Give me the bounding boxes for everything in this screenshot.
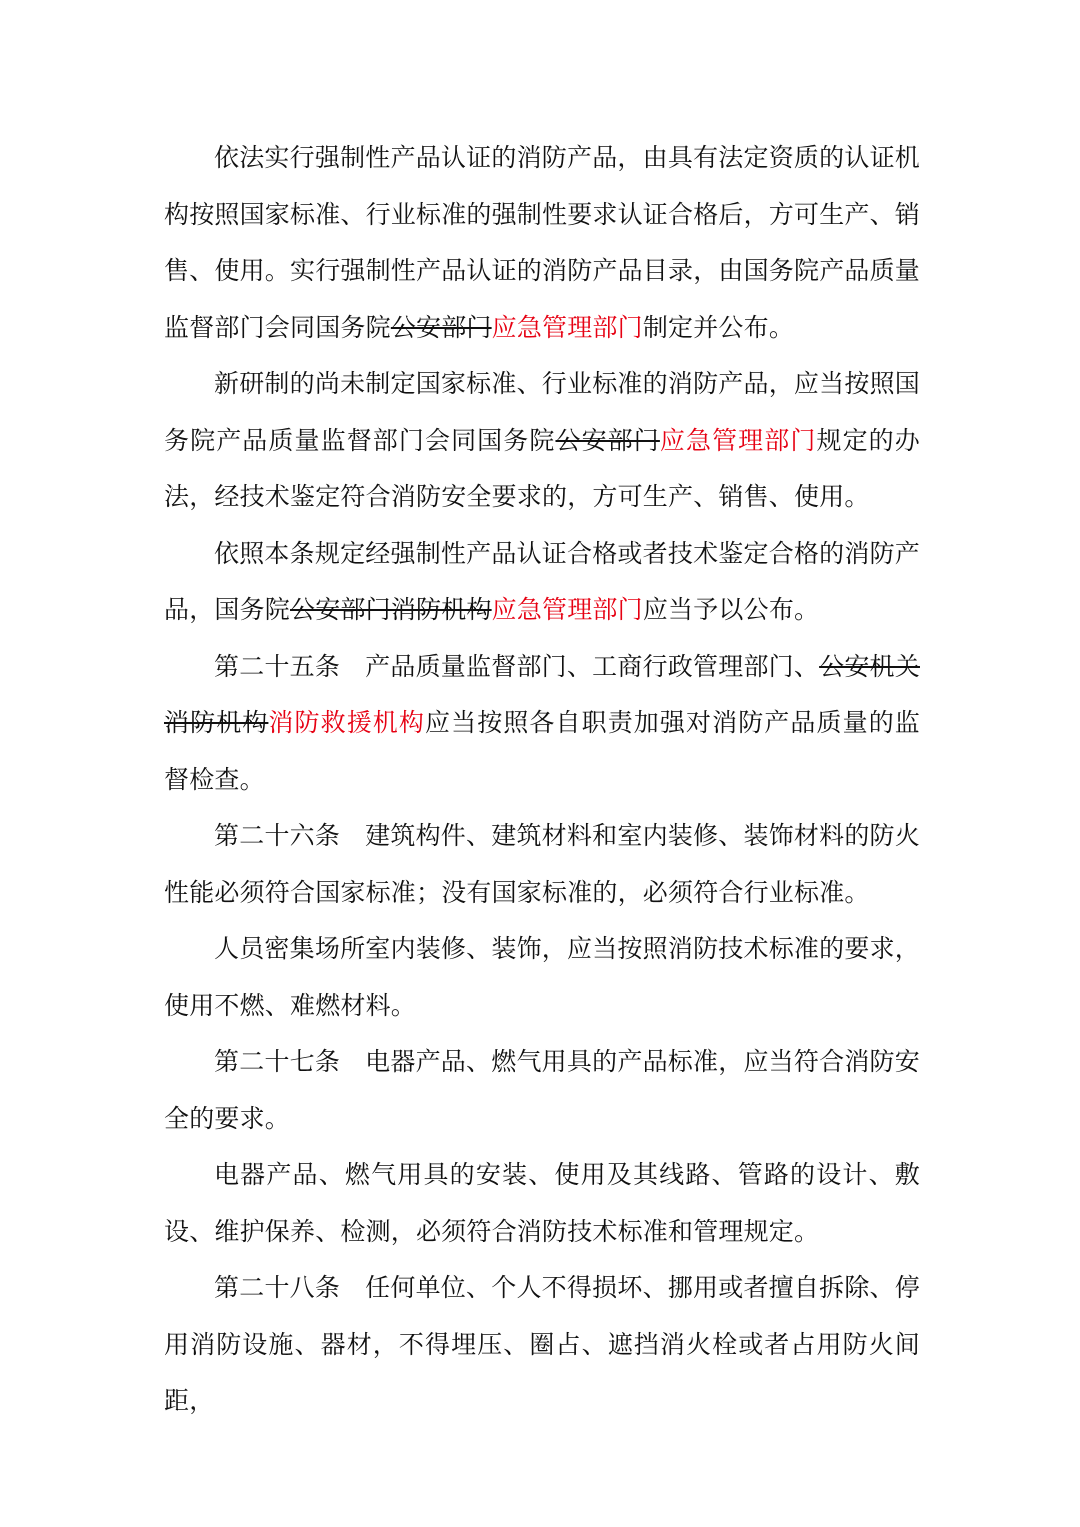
paragraph-text: 人员密集场所室内装修、装饰，应当按照消防技术标准的要求，使用不燃、难燃材料。 [164,934,920,1020]
deleted-text: 公安部门 [555,425,660,455]
paragraph [164,1260,920,1430]
paragraph-text: 第二十八条 [214,1273,341,1302]
inserted-text: 应急管理部门 [659,425,817,455]
inserted-text: 消防救援机构 [268,708,426,737]
paragraph [164,921,920,1034]
paragraph [164,808,920,921]
paragraph-text: 依照本条规定经强制性产品认证合格或者技术鉴定合格的消防产品，国务院 [164,538,920,624]
deleted-text: 公安部门消防机构 [290,595,492,624]
paragraph-text: 建筑构件、建筑材料和室内装修、装饰材料的防火性能必须符合国家标准；没有国家标准的，必须符合行业标准。 [164,821,920,907]
paragraph-text: 规定的办法，经技术鉴定符合消防安全要求的，方可生产、销售、使用。 [164,425,920,511]
paragraph-text: 电器产品、燃气用具的产品标准，应当符合消防安全的要求。 [164,1047,920,1133]
deleted-text: 公安部门 [390,312,492,342]
deleted-text: 公安机关消防机构 [164,651,920,737]
paragraph-text: 产品质量监督部门、工商行政管理部门、 [365,651,820,681]
paragraph-text: 电器产品、燃气用具的安装、使用及其线路、管路的设计、敷设、维护保养、检测，必须符合消防技术标准和管理规定。 [164,1160,920,1246]
paragraph [164,130,920,356]
paragraph-text: 任何单位、个人不得损坏、挪用或者擅自拆除、停用消防设施、器材，不得埋压、圈占、遮挡消火栓或者占用防火间距， [164,1273,920,1415]
paragraph [164,526,920,639]
paragraph [164,639,920,809]
paragraph-text: 制定并公布。 [642,312,795,342]
inserted-text: 应急管理部门 [491,312,643,342]
paragraph-text: 第二十七条 [214,1047,341,1076]
paragraph-text: 应当予以公布。 [642,595,820,624]
paragraph-text: 应当按照各自职责加强对消防产品质量的监督检查。 [164,708,920,794]
document-body [164,130,920,1430]
paragraph [164,1147,920,1260]
paragraph-text: 第二十六条 [214,821,341,850]
inserted-text: 应急管理部门 [491,595,643,624]
paragraph [164,1034,920,1147]
paragraph-text: 第二十五条 [214,651,341,681]
paragraph-text: 依法实行强制性产品认证的消防产品，由具有法定资质的认证机构按照国家标准、行业标准的强制性要求认证合格后，方可生产、销售、使用。实行强制性产品认证的消防产品目录，由国务院产品质量监督部门会同国务院 [164,143,921,342]
paragraph [164,356,920,526]
paragraph-text: 新研制的尚未制定国家标准、行业标准的消防产品，应当按照国务院产品质量监督部门会同国务院 [164,369,920,455]
